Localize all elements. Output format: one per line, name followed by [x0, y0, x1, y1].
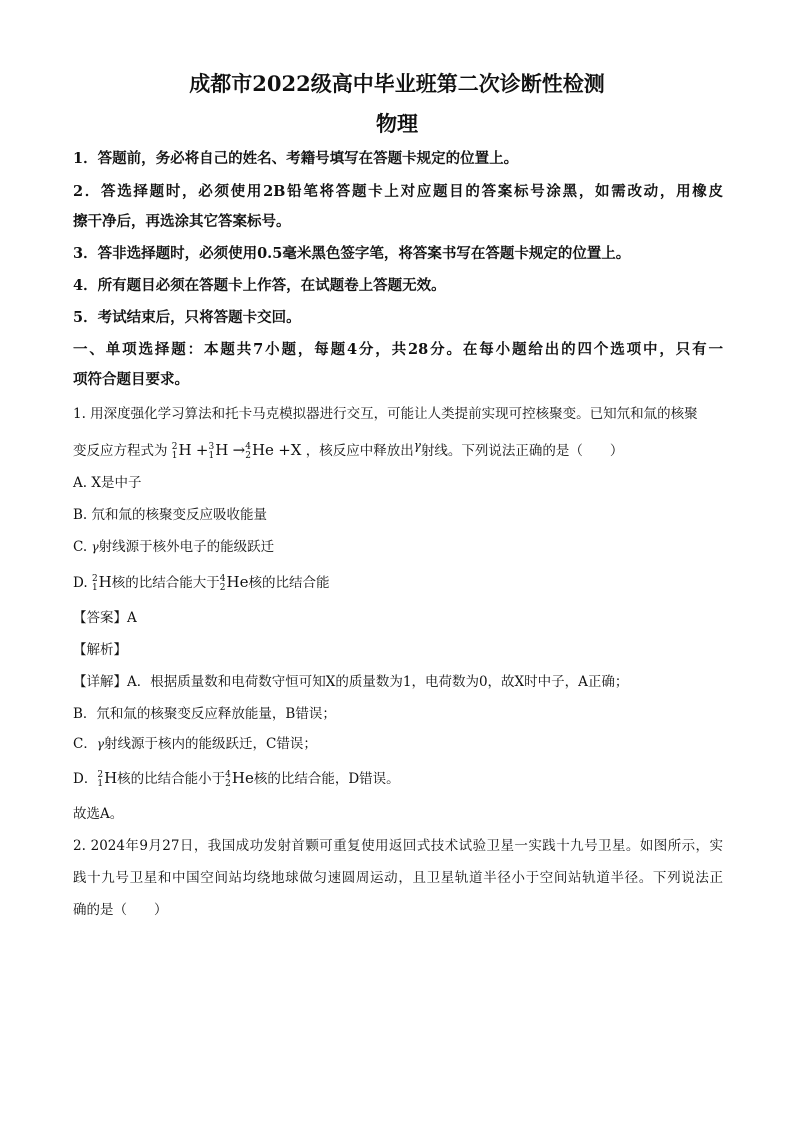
he-isotope: 4 2	[245, 441, 251, 461]
q1-option-d: D. 2 1 H核的比结合能大于 4 2 He核的比结合能	[73, 573, 330, 593]
q2-line1: 2. 2024年9月27日，我国成功发射首颗可重复使用返回式技术试验卫星一实践十九号卫星。如图所示，实	[73, 838, 723, 854]
instruction-4: 4．所有题目必须在答题卡上作答，在试题卷上答题无效。	[73, 277, 446, 294]
subject-title: 物理	[376, 111, 418, 136]
he-isotope-detail: 4 2	[225, 769, 231, 789]
instruction-1: 1．答题前，务必将自己的姓名、考籍号填写在答题卡规定的位置上。	[73, 150, 519, 167]
q1-detail-d: D． 2 1 H核的比结合能小于 4 2 He核的比结合能，D错误。	[73, 769, 400, 789]
q2-line2: 践十九号卫星和中国空间站均绕地球做匀速圆周运动，且卫星轨道半径小于空间站轨道半径。下列说法正	[73, 870, 723, 886]
h2-isotope-detail: 2 1	[97, 769, 104, 789]
q1-detail-c: C．γ射线源于核内的能级跃迁，C错误；	[73, 736, 317, 752]
instruction-5: 5．考试结束后，只将答题卡交回。	[73, 309, 301, 326]
q1-detail-b: B．氘和氚的核聚变反应释放能量，B错误；	[73, 706, 336, 722]
section-heading: 一、单项选择题：本题共7小题，每题4分，共28分。在每小题给出的四个选项中，只有一	[73, 341, 723, 358]
fusion-equation: 2 1 H + 3 1 H → 4 2 He +X	[171, 441, 302, 461]
page-title: 成都市2022级高中毕业班第二次诊断性检测	[189, 71, 605, 96]
q1-analysis: 【解析】	[73, 642, 127, 658]
q1-stem-pre: 变反应方程式为	[73, 443, 168, 459]
h2-isotope: 2 1	[171, 441, 178, 461]
q1-option-c: C. γ射线源于核外电子的能级跃迁	[73, 539, 275, 555]
q1-stem-line1: 1. 用深度强化学习算法和托卡马克模拟器进行交互，可能让人类提前实现可控核聚变。已知氘和氚的核聚	[73, 406, 698, 422]
instruction-3: 3．答非选择题时，必须使用0.5毫米黑色签字笔，将答案书写在答题卡规定的位置上。	[73, 245, 631, 262]
he-isotope-d: 4 2	[219, 573, 226, 593]
q2-line3: 确的是（ ）	[73, 902, 168, 918]
q1-stem-line2: 变反应方程式为 2 1 H + 3 1 H → 4 2 He +X ，核反应中释放出$^\gamma$射线。下列说法正确的是（ ）	[73, 438, 624, 461]
h3-isotope: 3 1	[208, 441, 215, 461]
instruction-2: 2．答选择题时，必须使用2B铅笔将答题卡上对应题目的答案标号涂黑，如需改动，用橡皮	[73, 183, 723, 200]
section-heading-cont: 项符合题目要求。	[73, 371, 189, 388]
q1-detail-a: 【详解】A．根据质量数和电荷数守恒可知X的质量数为1，电荷数为0，故X时中子，A正确；	[73, 674, 629, 690]
instruction-2-cont: 擦干净后，再选涂其它答案标号。	[73, 213, 291, 230]
q1-option-a: A. X是中子	[73, 475, 142, 491]
q1-answer: 【答案】A	[73, 610, 137, 626]
q1-choose: 故选A。	[73, 806, 124, 822]
h2-isotope-d: 2 1	[91, 573, 98, 593]
q1-option-b: B. 氘和氚的核聚变反应吸收能量	[73, 507, 268, 523]
gamma-symbol: γ	[413, 438, 421, 453]
